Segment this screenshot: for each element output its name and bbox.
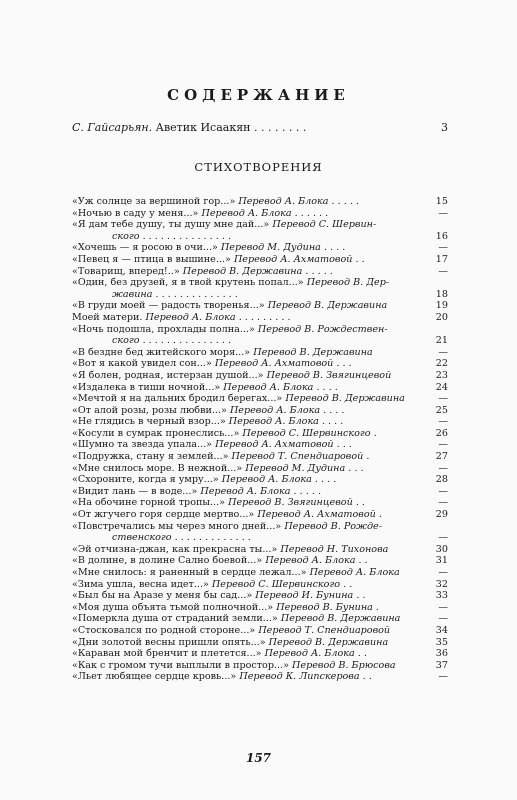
toc-entry: [72, 416, 448, 428]
toc-translator: Перевод С. Шервинского: [242, 427, 371, 439]
toc-entry: [72, 463, 448, 475]
toc-entry: [72, 254, 448, 266]
toc-entry-line: [112, 335, 418, 347]
toc-poem-title: «Видит лань — в воде...»: [72, 485, 201, 497]
toc-dots: . .: [353, 590, 366, 602]
toc-entry: [72, 196, 448, 208]
toc-entry-line: [72, 474, 418, 486]
toc-dots: . . . . .: [328, 196, 359, 207]
toc-poem-title: «В груди моей — радость творенья...»: [72, 300, 268, 312]
toc-dots: . . . . .: [290, 485, 321, 497]
toc-entry: [72, 602, 448, 614]
toc-page-number: 18: [435, 288, 448, 300]
toc-dots: . . . .: [313, 381, 338, 393]
toc-entry-line: [72, 196, 418, 208]
toc-entry: [72, 625, 448, 637]
toc-translator: Перевод Т. Спендиаровой: [258, 624, 391, 636]
toc-entry-line: [72, 579, 418, 591]
toc-page-number: 22: [435, 358, 448, 370]
toc-page-number: 16: [435, 230, 448, 242]
toc-entry: [72, 567, 448, 579]
toc-entry-line: [72, 347, 418, 359]
toc-entry-line: [72, 671, 418, 683]
toc-entry: [72, 393, 448, 405]
section-title: СТИХОТВОРЕНИЯ: [194, 160, 323, 174]
toc-entry: [72, 324, 448, 336]
toc-entry-line: [72, 254, 418, 266]
toc-poem-title: «Мне снилось море. В нежной...»: [72, 462, 246, 474]
toc-translator: Перевод В. Державина: [285, 393, 405, 405]
toc-page-number: 30: [435, 543, 448, 555]
toc-poem-title: «Я болен, родная, истерзан душой...»: [72, 369, 267, 381]
toc-page-number: 34: [435, 624, 448, 636]
toc-entry: [72, 382, 448, 394]
toc-poem-title: «Подружка, стану я землей...»: [72, 451, 232, 463]
toc-entry-line: [72, 277, 418, 289]
toc-page-number: —: [438, 242, 448, 254]
toc-translator: ственского: [112, 532, 172, 544]
toc-dots: . . .: [333, 358, 352, 370]
toc-dots: . .: [352, 253, 365, 265]
intro-author: С. Гайсарьян.: [72, 121, 153, 134]
toc-entry: [72, 370, 448, 382]
toc-translator: Перевод А. Ахматовой: [215, 439, 334, 451]
toc-entry-line: [72, 370, 418, 382]
toc-translator: Перевод В. Брюсова: [292, 659, 396, 671]
toc-entry: [72, 405, 448, 417]
toc-poem-title: «Товарищ, вперед!..»: [72, 265, 183, 277]
toc-translator: Перевод А. Блока: [221, 474, 312, 486]
toc-dots: .: [375, 509, 382, 521]
toc-dots: .: [370, 427, 377, 439]
toc-dots: . .: [359, 671, 372, 683]
toc-translator: Перевод И. Бунина: [255, 590, 354, 602]
toc-entry: [72, 208, 448, 220]
toc-entry: [72, 347, 448, 359]
toc-page-number: 36: [435, 648, 448, 660]
toc-page-number: —: [438, 207, 448, 219]
toc-entry-line: [72, 439, 418, 451]
toc-page-number: 21: [435, 335, 448, 347]
toc-poem-title: «Караван мой бренчит и плетется...»: [72, 648, 265, 660]
toc-dots: . . . . . . . . . . . . .: [171, 532, 251, 544]
toc-translator: Перевод С. Шервин-: [272, 219, 377, 231]
toc-poem-title: «Моя душа объята тьмой полночной...»: [72, 601, 277, 613]
toc-translator: Перевод К. Липскерова: [239, 671, 360, 683]
toc-page-number: 28: [435, 474, 448, 486]
toc-entry-line: [72, 497, 418, 509]
toc-page-number: —: [438, 532, 448, 544]
toc-translator: жавина: [112, 288, 153, 300]
toc-entry: [72, 428, 448, 440]
toc-entry-line: [72, 208, 418, 220]
toc-poem-title: «Был бы на Аразе у меня бы сад...»: [72, 590, 256, 602]
toc-poem-title: «Мне снилось: я раненный в сердце лежал...»: [72, 567, 310, 578]
toc-entry: [72, 451, 448, 463]
toc-dots: . . . . .: [302, 265, 333, 277]
toc-translator: Перевод А. Блока: [265, 555, 356, 567]
toc-entry: [72, 312, 448, 324]
toc-translator: Перевод М. Дудина: [220, 242, 321, 254]
toc-entry-continuation: [72, 289, 448, 301]
toc-entry: [72, 219, 448, 231]
toc-translator: Перевод А. Блока: [200, 485, 291, 497]
toc-translator: Перевод В. Державина: [267, 300, 388, 312]
page-number: 157: [245, 751, 272, 765]
toc-poem-title: «Зима ушла, весна идет...»: [72, 578, 212, 590]
toc-list: [72, 196, 448, 683]
toc-poem-title: Моей матери.: [72, 311, 146, 323]
toc-translator: Перевод А. Блока: [309, 567, 400, 578]
toc-poem-title: «Шумно та звезда упала...»: [72, 439, 216, 451]
page-title: СОДЕРЖАНИЕ: [167, 86, 350, 104]
toc-page-number: —: [438, 393, 448, 405]
toc-poem-title: «Померкла душа от страданий земли...»: [72, 613, 281, 625]
toc-translator: Перевод А. Блока: [145, 311, 236, 323]
toc-entry-line: [72, 509, 418, 521]
toc-translator: Перевод А. Блока: [229, 404, 321, 416]
toc-entry-line: [72, 266, 418, 278]
toc-page-number: 20: [435, 311, 448, 323]
toc-page-number: 23: [435, 369, 448, 381]
toc-poem-title: «Эй отчизна-джан, как прекрасна ты...»: [72, 543, 281, 555]
toc-entry-continuation: [72, 231, 448, 243]
toc-entry-line: [72, 544, 418, 556]
toc-dots: . . . . . . . . .: [235, 311, 291, 323]
toc-page-number: —: [438, 601, 448, 613]
intro-entry: [72, 120, 448, 135]
intro-dots: . . . . . . . .: [250, 121, 307, 134]
toc-page-number: 33: [435, 590, 448, 602]
toc-dots: . . . . . . . . . . . . . . .: [139, 230, 232, 242]
toc-dots: . .: [352, 497, 365, 509]
toc-poem-title: «Схороните, когда я умру...»: [72, 474, 222, 486]
toc-page-number: —: [438, 265, 448, 277]
toc-dots: . . . .: [320, 242, 346, 254]
toc-translator: Перевод С. Шервинского: [211, 578, 341, 590]
toc-dots: . . . . . .: [291, 207, 329, 219]
toc-translator: Перевод Н. Тихонова: [280, 543, 389, 555]
toc-entry-line: [72, 242, 418, 254]
toc-entry-line: [72, 625, 418, 637]
toc-page-number: 17: [435, 253, 448, 265]
toc-dots: .: [363, 451, 370, 463]
toc-poem-title: «Льет любящее сердце кровь...»: [72, 671, 240, 683]
toc-entry: [72, 544, 448, 556]
toc-poem-title: «Мечтой я на дальних бродил берегах...»: [72, 393, 286, 405]
toc-page-number: 26: [435, 427, 448, 439]
toc-page-number: —: [438, 462, 448, 474]
toc-entry-continuation: [72, 335, 448, 347]
toc-dots: . . . .: [320, 404, 345, 416]
toc-entry-line: [72, 405, 418, 417]
toc-translator: Перевод В. Державина: [280, 613, 401, 625]
toc-entry: [72, 266, 448, 278]
toc-translator: Перевод А. Блока: [228, 416, 319, 428]
toc-entry-line: [72, 521, 418, 533]
toc-entry-line: [72, 382, 418, 394]
toc-entry-line: [72, 555, 418, 567]
toc-entry: [72, 497, 448, 509]
toc-entry-line: [72, 486, 418, 498]
toc-page-number: 27: [435, 451, 448, 463]
toc-entry: [72, 637, 448, 649]
toc-dots: . . . . . . . . . . . . . .: [152, 288, 238, 300]
toc-poem-title: «Певец я — птица в вышине...»: [72, 253, 234, 265]
toc-page-number: —: [438, 671, 448, 683]
toc-page-number: —: [438, 416, 448, 428]
toc-translator: Перевод В. Рождествен-: [257, 323, 388, 335]
toc-entry: [72, 660, 448, 672]
toc-poem-title: «Ночь подошла, прохлады полна...»: [72, 323, 258, 335]
toc-entry-line: [72, 463, 418, 475]
toc-translator: Перевод А. Ахматовой: [214, 358, 334, 370]
toc-page-number: —: [438, 346, 448, 358]
toc-entry-line: [72, 637, 418, 649]
toc-page-number: 25: [435, 404, 448, 416]
toc-translator: ского: [112, 335, 140, 347]
toc-poem-title: «Косули в сумрак пронеслись...»: [72, 427, 243, 439]
toc-entry-line: [72, 648, 418, 660]
toc-entry-line: [72, 300, 418, 312]
toc-page-number: 19: [435, 300, 448, 312]
toc-page-number: —: [438, 439, 448, 451]
toc-poem-title: «На обочине горной тропы...»: [72, 497, 229, 509]
toc-entry-line: [72, 613, 418, 625]
toc-entry-line: [112, 289, 418, 301]
toc-translator: Перевод Т. Спендиаровой: [231, 451, 364, 463]
toc-entry: [72, 648, 448, 660]
toc-entry: [72, 509, 448, 521]
toc-poem-title: «Как с громом тучи выплыли в простор...»: [72, 659, 293, 671]
toc-page-number: 24: [435, 381, 448, 393]
toc-translator: Перевод В. Звягинцевой: [266, 369, 392, 381]
toc-translator: Перевод А. Блока: [223, 381, 314, 393]
toc-entry: [72, 579, 448, 591]
toc-poem-title: «Не глядись в черный взор...»: [72, 416, 229, 428]
toc-page-number: 32: [435, 578, 448, 590]
toc-entry-line: [72, 428, 418, 440]
toc-entry-line: [72, 324, 418, 336]
toc-entry: [72, 358, 448, 370]
toc-entry: [72, 300, 448, 312]
toc-entry: [72, 671, 448, 683]
toc-translator: Перевод В. Державина: [268, 636, 389, 648]
toc-page-number: —: [438, 613, 448, 625]
toc-poem-title: «От жгучего горя сердце мертво...»: [72, 509, 258, 521]
toc-page-number: 37: [435, 659, 448, 671]
toc-dots: . .: [354, 648, 367, 660]
toc-page-number: 35: [435, 636, 448, 648]
toc-poem-title: «Один, без друзей, я в твой крутень попал...»: [72, 277, 307, 289]
toc-poem-title: «В бездне бед житейского моря...»: [72, 346, 254, 358]
toc-entry-line: [72, 312, 418, 324]
toc-translator: Перевод В. Державина: [253, 346, 373, 358]
toc-translator: ского: [112, 230, 140, 242]
toc-translator: Перевод А. Блока: [238, 196, 329, 207]
toc-dots: . . .: [333, 439, 352, 451]
toc-entry-line: [72, 416, 418, 428]
toc-page-number: —: [438, 567, 448, 578]
toc-entry-line: [72, 567, 418, 579]
toc-dots: . . . .: [318, 416, 344, 428]
toc-translator: Перевод В. Дер-: [306, 277, 390, 289]
toc-page-number: —: [438, 497, 448, 509]
toc-poem-title: «Хочешь — я росою в очи...»: [72, 242, 221, 254]
toc-entry-line: [72, 602, 418, 614]
toc-entry: [72, 486, 448, 498]
toc-translator: Перевод А. Блока: [201, 207, 292, 219]
toc-dots: .: [372, 601, 379, 613]
toc-translator: Перевод М. Дудина: [245, 462, 346, 474]
toc-dots: . . . .: [311, 474, 337, 486]
toc-dots: . .: [340, 578, 353, 590]
toc-poem-title: «Уж солнце за вершиной гор...»: [72, 196, 239, 207]
toc-translator: Перевод В. Рожде-: [284, 520, 382, 532]
toc-translator: Перевод В. Звягинцевой: [228, 497, 353, 509]
toc-dots: . . .: [345, 462, 364, 474]
toc-page-number: 31: [435, 555, 448, 567]
toc-translator: Перевод В. Державина: [182, 265, 303, 277]
toc-entry-continuation: [72, 532, 448, 544]
toc-dots: . . . . . . . . . . . . . . .: [139, 335, 232, 347]
toc-page-number: —: [438, 485, 448, 497]
toc-entry: [72, 555, 448, 567]
toc-poem-title: «От алой розы, розы любви...»: [72, 404, 230, 416]
toc-entry-line: [72, 358, 418, 370]
toc-entry: [72, 474, 448, 486]
toc-poem-title: «Повстречались мы через много дней...»: [72, 520, 285, 532]
toc-poem-title: «В долине, в долине Сално боевой...»: [72, 555, 266, 567]
toc-entry: [72, 613, 448, 625]
toc-page-number: 15: [435, 196, 448, 207]
toc-poem-title: «Вот я какой увидел сон...»: [72, 358, 215, 370]
toc-entry-line: [72, 590, 418, 602]
toc-page-number: 29: [435, 509, 448, 521]
toc-entry-line: [112, 532, 418, 544]
toc-poem-title: «Стосковался по родной стороне...»: [72, 624, 259, 636]
toc-poem-title: «Издалека в тиши ночной...»: [72, 381, 224, 393]
toc-translator: Перевод В. Бунина: [276, 601, 373, 613]
toc-poem-title: «Дни золотой весны пришли опять...»: [72, 636, 269, 648]
toc-entry: [72, 242, 448, 254]
toc-entry-line: [72, 660, 418, 672]
toc-translator: Перевод А. Ахматовой: [233, 253, 353, 265]
toc-dots: . .: [355, 555, 368, 567]
toc-entry: [72, 277, 448, 289]
toc-entry-line: [72, 393, 418, 405]
intro-page: 3: [441, 121, 448, 134]
toc-poem-title: «Я дам тебе душу, ты душу мне дай...»: [72, 219, 273, 231]
toc-entry-line: [72, 451, 418, 463]
toc-entry: [72, 590, 448, 602]
toc-translator: Перевод А. Блока: [264, 648, 355, 660]
toc-poem-title: «Ночью в саду у меня...»: [72, 207, 202, 219]
intro-text: Аветик Исаакян: [152, 121, 251, 134]
toc-entry-line: [112, 231, 418, 243]
toc-entry-line: [72, 219, 418, 231]
toc-entry: [72, 521, 448, 533]
toc-translator: Перевод А. Ахматовой: [257, 509, 376, 521]
toc-entry: [72, 439, 448, 451]
